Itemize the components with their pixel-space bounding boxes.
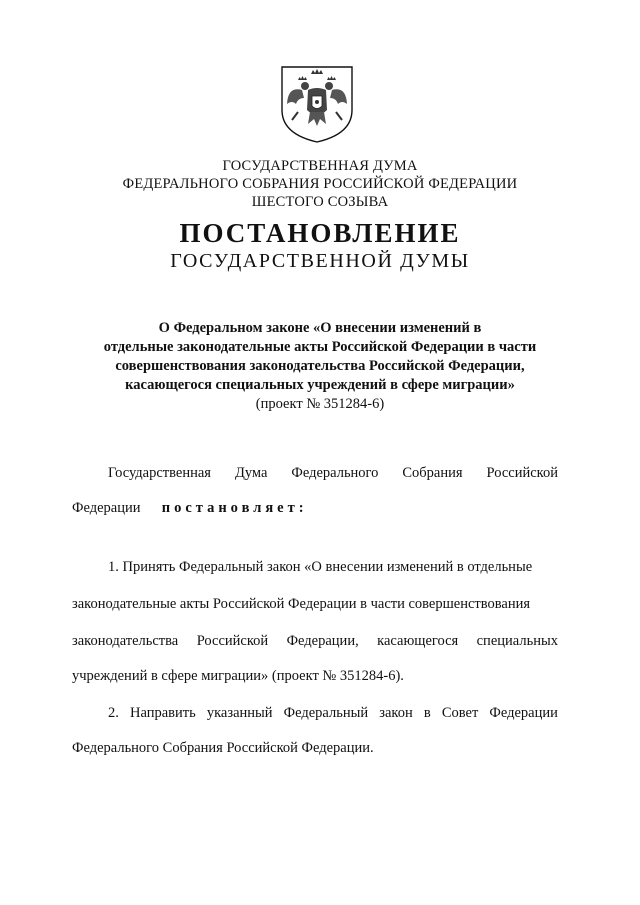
preamble-line-1 [108, 465, 558, 482]
item2-word: Совет [441, 705, 479, 721]
preamble-word: Федерального [291, 465, 379, 481]
item2-word: 2. [108, 705, 119, 721]
subject-line-1: О Федеральном законе «О внесении изменений в [158, 320, 482, 336]
item2-line-2: Федерального Собрания Российской Федерации. [72, 740, 374, 756]
item2-word: Федеральный [283, 705, 369, 721]
item2-word: закон [379, 705, 413, 721]
coat-of-arms-emblem [278, 64, 356, 144]
project-number: (проект № 351284-6) [255, 396, 385, 412]
preamble-word: Собрания [402, 465, 463, 481]
item1-line-2: законодательные акты Российской Федерации в части совершенствования [72, 596, 531, 612]
item1-line-4: учреждений в сфере миграции» (проект № 351284-6). [72, 668, 404, 684]
item1-line-1: 1. Принять Федеральный закон «О внесении изменений в отдельные [108, 559, 533, 575]
item2-word: Направить [130, 705, 196, 721]
header-line-convocation: ШЕСТОГО СОЗЫВА [251, 194, 389, 210]
subject-line-4: касающегося специальных учреждений в сфере миграции» [125, 377, 515, 393]
preamble-federation: Федерации [72, 500, 141, 516]
item1-word: специальных [476, 633, 558, 649]
subject-line-3: совершенствования законодательства Российской Федерации, [115, 358, 525, 374]
document-subtitle: ГОСУДАРСТВЕННОЙ ДУМЫ [170, 250, 470, 272]
item2-line-1 [108, 705, 558, 722]
preamble-word: Российской [486, 465, 558, 481]
preamble-line-2 [72, 500, 308, 517]
item2-word: в [423, 705, 431, 721]
header-line-federal-assembly: ФЕДЕРАЛЬНОГО СОБРАНИЯ РОССИЙСКОЙ ФЕДЕРАЦИИ [122, 176, 518, 192]
resolves-text: постановляет: [161, 500, 308, 516]
preamble-word: Дума [234, 465, 268, 481]
preamble-word: Государственная [108, 465, 211, 481]
item1-word: Российской [196, 633, 269, 649]
item1-word: законодательства [72, 633, 179, 649]
item1-word: касающегося [377, 633, 459, 649]
item1-word: Федерации, [286, 633, 359, 649]
item1-line-3 [72, 633, 558, 650]
header-line-duma: ГОСУДАРСТВЕННАЯ ДУМА [222, 158, 418, 174]
item2-word: Федерации [489, 705, 558, 721]
subject-line-2: отдельные законодательные акты Российской Федерации в части [103, 339, 537, 355]
document-title: ПОСТАНОВЛЕНИЕ [179, 218, 461, 248]
item2-word: указанный [206, 705, 273, 721]
